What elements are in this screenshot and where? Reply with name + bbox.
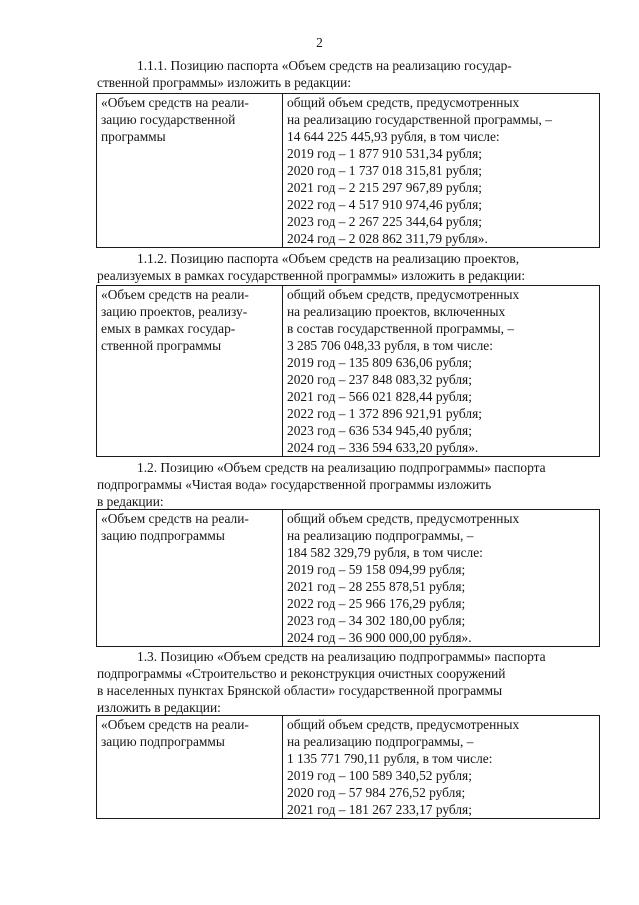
- passport-table-clean-water-subprogram: [96, 509, 600, 647]
- cell-line: 2020 год – 1 737 018 315,81 рубля;: [287, 163, 482, 178]
- cell-line: общий объем средств, предусмотренных: [287, 95, 520, 110]
- cell-line: емых в рамках государ-: [101, 321, 236, 336]
- cell-line: на реализацию проектов, включенных: [287, 304, 506, 319]
- cell-line: на реализацию подпрограммы, –: [287, 734, 474, 749]
- cell-line: 2023 год – 636 534 945,40 рубля;: [287, 423, 472, 438]
- cell-line: 2023 год – 34 302 180,00 рубля;: [287, 613, 466, 628]
- cell-line: зацию проектов, реализу-: [101, 304, 248, 319]
- passport-table-treatment-facilities-subprogram: [96, 715, 600, 819]
- cell-line: 2021 год – 566 021 828,44 рубля;: [287, 389, 472, 404]
- paragraph-line: 1.1.2. Позицию паспорта «Объем средств на реализацию проектов,: [137, 251, 520, 266]
- paragraph-line: 1.3. Позицию «Объем средств на реализацию подпрограммы» паспорта: [137, 649, 546, 664]
- cell-line: 2024 год – 2 028 862 311,79 рубля».: [287, 231, 488, 246]
- table-cell-value: [283, 94, 600, 248]
- cell-line: на реализацию государственной программы, –: [287, 112, 552, 127]
- paragraph-1-3: [97, 648, 600, 716]
- cell-line: зацию государственной: [101, 112, 236, 127]
- table-cell-position: [97, 94, 283, 248]
- cell-line: общий объем средств, предусмотренных: [287, 717, 520, 732]
- cell-line: 2022 год – 1 372 896 921,91 рубля;: [287, 406, 482, 421]
- table-cell-position: [97, 510, 283, 647]
- paragraph-line: подпрограммы «Чистая вода» государственной программы изложить: [97, 477, 492, 492]
- cell-line: 2019 год – 100 589 340,52 рубля;: [287, 768, 472, 783]
- paragraph-line: в населенных пунктах Брянской области» государственной программы: [97, 683, 503, 698]
- paragraph-line: в редакции:: [97, 494, 164, 509]
- table-cell-value: [283, 716, 600, 819]
- cell-line: «Объем средств на реали-: [101, 287, 249, 302]
- cell-line: 2021 год – 181 267 233,17 рубля;: [287, 802, 472, 817]
- cell-line: на реализацию подпрограммы, –: [287, 528, 474, 543]
- page-number: 2: [316, 35, 323, 50]
- cell-line: 2021 год – 2 215 297 967,89 рубля;: [287, 180, 482, 195]
- cell-line: общий объем средств, предусмотренных: [287, 287, 520, 302]
- table-cell-value: [283, 286, 600, 457]
- cell-line: 184 582 329,79 рубля, в том числе:: [287, 545, 483, 560]
- cell-line: 2022 год – 4 517 910 974,46 рубля;: [287, 197, 482, 212]
- cell-line: «Объем средств на реали-: [101, 717, 249, 732]
- paragraph-1-1-2: [97, 250, 600, 284]
- cell-line: 2020 год – 237 848 083,32 рубля;: [287, 372, 472, 387]
- cell-line: 2023 год – 2 267 225 344,64 рубля;: [287, 214, 482, 229]
- passport-table-state-program-funding: [96, 93, 600, 248]
- cell-line: «Объем средств на реали-: [101, 511, 249, 526]
- cell-line: общий объем средств, предусмотренных: [287, 511, 520, 526]
- cell-line: программы: [101, 129, 166, 144]
- cell-line: в состав государственной программы, –: [287, 321, 515, 336]
- paragraph-line: ственной программы» изложить в редакции:: [97, 75, 352, 90]
- cell-line: 2021 год – 28 255 878,51 рубля;: [287, 579, 466, 594]
- passport-table-projects-funding: [96, 285, 600, 457]
- paragraph-line: 1.2. Позицию «Объем средств на реализацию подпрограммы» паспорта: [137, 460, 546, 475]
- table-row: [97, 286, 600, 457]
- cell-line: 2024 год – 36 900 000,00 рубля».: [287, 630, 472, 645]
- cell-line: 2020 год – 57 984 276,52 рубля;: [287, 785, 466, 800]
- cell-line: зацию подпрограммы: [101, 734, 225, 749]
- cell-line: 14 644 225 445,93 рубля, в том числе:: [287, 129, 500, 144]
- cell-line: «Объем средств на реали-: [101, 95, 249, 110]
- paragraph-1-2: [97, 459, 600, 510]
- paragraph-line: изложить в редакции:: [97, 700, 221, 715]
- table-row: [97, 510, 600, 647]
- paragraph-line: подпрограммы «Строительство и реконструкция очистных сооружений: [97, 666, 506, 681]
- paragraph-line: 1.1.1. Позицию паспорта «Объем средств на реализацию государ-: [137, 58, 512, 73]
- table-row: [97, 716, 600, 819]
- paragraph-line: реализуемых в рамках государственной программы» изложить в редакции:: [97, 268, 526, 283]
- cell-line: 2019 год – 59 158 094,99 рубля;: [287, 562, 466, 577]
- cell-line: ственной программы: [101, 338, 222, 353]
- cell-line: 2019 год – 135 809 636,06 рубля;: [287, 355, 472, 370]
- cell-line: 3 285 706 048,33 рубля, в том числе:: [287, 338, 493, 353]
- table-cell-value: [283, 510, 600, 647]
- paragraph-1-1-1: [97, 57, 600, 91]
- cell-line: зацию подпрограммы: [101, 528, 225, 543]
- cell-line: 2019 год – 1 877 910 531,34 рубля;: [287, 146, 482, 161]
- cell-line: 2024 год – 336 594 633,20 рубля».: [287, 440, 479, 455]
- table-row: [97, 94, 600, 248]
- cell-line: 2022 год – 25 966 176,29 рубля;: [287, 596, 466, 611]
- table-cell-position: [97, 286, 283, 457]
- cell-line: 1 135 771 790,11 рубля, в том числе:: [287, 751, 493, 766]
- table-cell-position: [97, 716, 283, 819]
